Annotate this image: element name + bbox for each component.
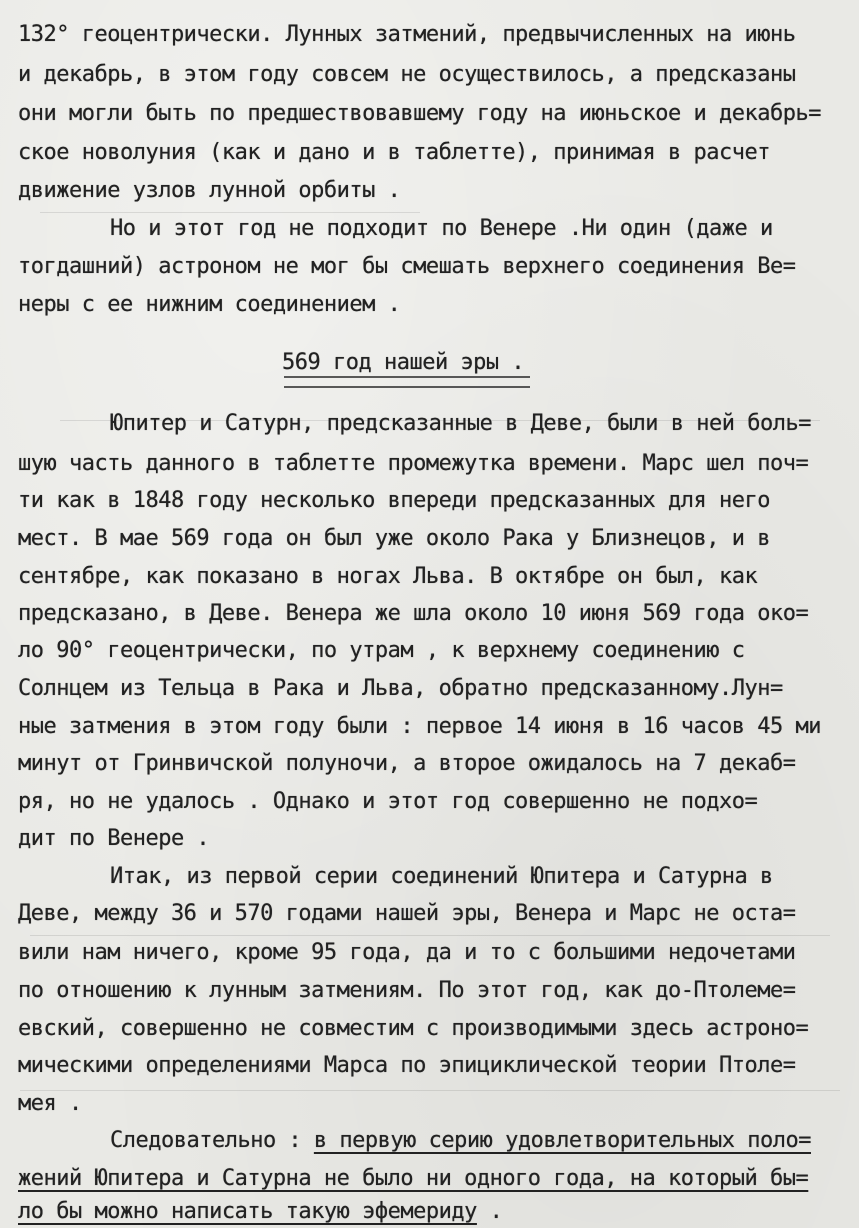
conclusion-lead: Следовательно : (110, 1128, 314, 1153)
text-line: ря, но не удалось . Однако и этот год совершенно не подхо= (18, 789, 758, 814)
paper-scratch (30, 935, 830, 936)
section-heading: 569 год нашей эры . (282, 350, 525, 375)
text-line: ные затмения в этом году были : первое 14 июня в 16 часов 45 ми (18, 714, 821, 739)
heading-double-rule (284, 376, 530, 388)
conclusion-underlined: в первую серию удовлетворительных поло= (313, 1128, 811, 1153)
text-line: Итак, из первой серии соединений Юпитера и Сатурна в (110, 864, 773, 889)
text-line: мея . (18, 1091, 82, 1116)
text-line: сентябре, как показано в ногах Льва. В октябре он был, как (18, 564, 758, 589)
conclusion-line (110, 1130, 811, 1152)
text-line: ское новолуния (как и дано и в таблетте), принимая в расчет (18, 140, 770, 165)
conclusion-underlined: жений Юпитера и Сатурна не было ни одного года, на который бы= (18, 1166, 809, 1191)
text-line: евский, совершенно не совместим с производимыми здесь астроно= (18, 1016, 809, 1041)
text-line: минут от Гринвичской полуночи, а второе ожидалось на 7 декаб= (18, 751, 796, 776)
paper-scratch (20, 1090, 840, 1091)
text-line: шую часть данного в таблетте промежутка времени. Марс шел поч= (18, 451, 809, 476)
text-line: 132° геоцентрически. Лунных затмений, предвычисленных на июнь (18, 22, 796, 47)
text-line: дит по Венере . (18, 826, 210, 851)
text-line: движение узлов лунной орбиты . (18, 178, 401, 203)
text-line: неры с ее нижним соединением . (18, 292, 401, 317)
text-line: предсказано, в Деве. Венера же шла около 10 июня 569 года око= (18, 601, 809, 626)
text-line: мест. В мае 569 года он был уже около Рака у Близнецов, и в (18, 526, 770, 551)
text-line: Но и этот год не подходит по Венере .Ни один (даже и (110, 216, 773, 241)
paper-scratch (40, 212, 420, 213)
text-line: ти как в 1848 году несколько впереди предсказанных для него (18, 488, 770, 513)
text-line: ло 90° геоцентрически, по утрам , к верхнему соединению с (18, 638, 745, 663)
text-line: и декабрь, в этом году совсем не осуществилось, а предсказаны (18, 62, 796, 87)
text-line: тогдашний) астроном не мог бы смешать верхнего соединения Ве= (18, 254, 796, 279)
text-line: они могли быть по предшествовавшему году на июньское и декабрь= (18, 101, 821, 126)
conclusion-underlined: ло бы можно написать такую эфемериду (18, 1199, 477, 1224)
text-line: Деве, между 36 и 570 годами нашей эры, Венера и Марс не оста= (18, 901, 796, 926)
conclusion-line (18, 1201, 502, 1223)
conclusion-line (18, 1168, 808, 1190)
text-line: мическими определениями Марса по эпициклической теории Птоле= (18, 1053, 796, 1078)
text-line: Юпитер и Сатурн, предсказанные в Деве, были в ней боль= (110, 411, 811, 436)
text-line: вили нам ничего, кроме 95 года, да и то с большими недочетами (18, 940, 796, 965)
text-line: Солнцем из Тельца в Рака и Льва, обратно предсказанному.Лун= (18, 676, 783, 701)
text-line: по отношению к лунным затмениям. По этот год, как до-Птолеме= (18, 978, 796, 1003)
conclusion-tail: . (476, 1199, 503, 1224)
